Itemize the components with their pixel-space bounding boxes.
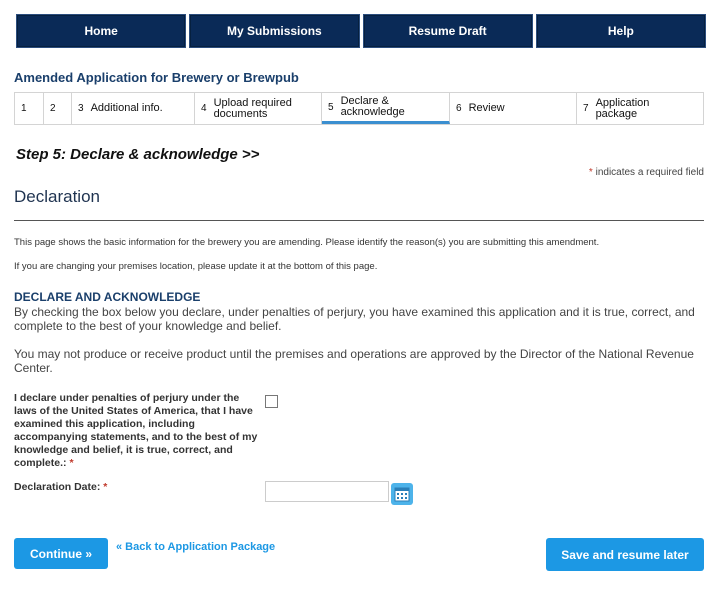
step-progress-bar: [14, 92, 704, 125]
nav-my-submissions[interactable]: My Submissions: [189, 14, 359, 48]
info-text: This page shows the basic information for the brewery you are amending. Please identify the reason(s) you are submitting this amendment.: [14, 237, 600, 248]
step-number: 7: [583, 103, 589, 114]
calendar-button[interactable]: [391, 483, 413, 505]
nav-help[interactable]: Help: [536, 14, 706, 48]
continue-button[interactable]: Continue »: [14, 538, 108, 569]
step-label: Review: [468, 102, 505, 114]
checkbox-label-text: I declare under penalties of perjury under the laws of the United States of America, that I have examined this application, including accompanying statements, and to the best of my knowledge and belief, it is true, correct, and complete.:: [14, 392, 258, 469]
declare-notice-text: You may not produce or receive product until the premises and operations are approved by the Director of the National Revenue Center.: [14, 347, 694, 375]
declaration-date-label: [14, 481, 107, 493]
step-label: Application package: [595, 96, 650, 120]
section-title: Declaration: [14, 187, 100, 206]
step-label: Upload required documents: [213, 96, 292, 120]
step-6[interactable]: [450, 93, 577, 124]
step-5-active[interactable]: [322, 93, 450, 124]
required-field-note: [589, 167, 704, 178]
step-label: Declare & acknowledge: [340, 95, 405, 118]
step-1[interactable]: [15, 93, 44, 124]
step-heading: Step 5: Declare & acknowledge >>: [16, 146, 260, 163]
step-4[interactable]: [195, 93, 322, 124]
step-number: 1: [21, 103, 27, 114]
back-to-application-package-link[interactable]: « Back to Application Package: [116, 541, 276, 553]
step-number: 3: [78, 103, 84, 114]
step-number: 2: [50, 103, 56, 114]
date-label-text: Declaration Date:: [14, 481, 101, 493]
nav-resume-draft[interactable]: Resume Draft: [363, 14, 533, 48]
declare-heading: DECLARE AND ACKNOWLEDGE: [14, 290, 201, 304]
step-2[interactable]: [44, 93, 72, 124]
required-star: *: [103, 481, 108, 493]
required-star: *: [588, 167, 593, 178]
step-3[interactable]: [72, 93, 195, 124]
step-number: 4: [201, 103, 207, 114]
declaration-checkbox-label: [14, 392, 264, 470]
step-number: 6: [456, 103, 462, 114]
top-navigation: [16, 14, 706, 48]
declaration-date-input[interactable]: [265, 481, 389, 502]
step-label: Additional info.: [90, 102, 163, 114]
step-number: 5: [328, 101, 334, 113]
save-and-resume-later-button[interactable]: Save and resume later: [546, 538, 704, 571]
application-title: Amended Application for Brewery or Brewpub: [14, 70, 299, 85]
declare-text: By checking the box below you declare, under penalties of perjury, you have examined this application and it is true, correct, and complete to the best of your knowledge and belief.: [14, 305, 695, 333]
required-star: *: [69, 457, 74, 469]
required-note-text: indicates a required field: [595, 167, 704, 178]
calendar-icon: [394, 486, 410, 502]
divider: [14, 220, 704, 221]
info-text: If you are changing your premises location, please update it at the bottom of this page.: [14, 261, 378, 272]
step-7[interactable]: [577, 93, 703, 124]
declaration-checkbox[interactable]: [265, 395, 278, 408]
nav-home[interactable]: Home: [16, 14, 186, 48]
